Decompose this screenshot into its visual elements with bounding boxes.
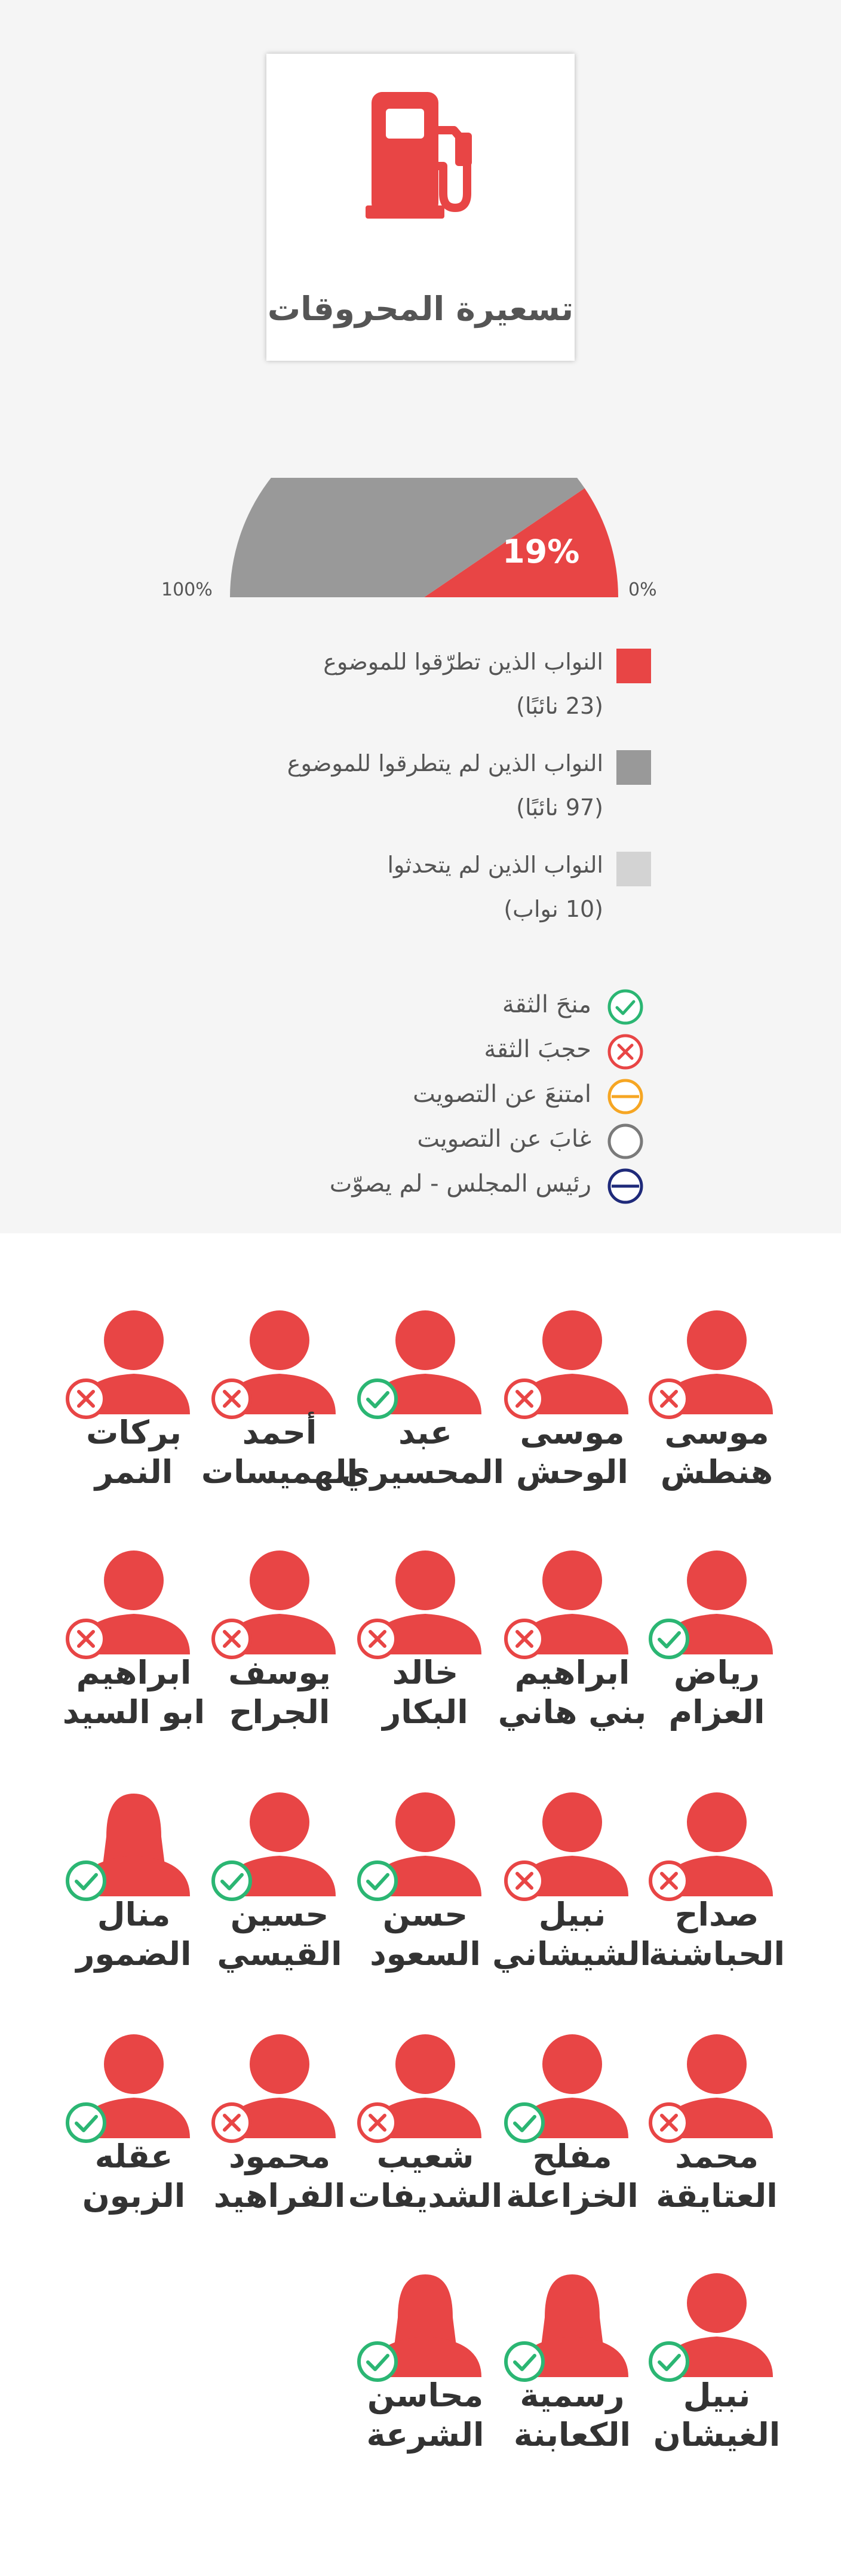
mp-last-name: المحسيري xyxy=(340,1453,504,1491)
mp-first-name: مفلح xyxy=(532,2138,612,2175)
mp-name xyxy=(346,1895,504,1974)
mp-card xyxy=(638,1547,796,1768)
mp-last-name: العزام xyxy=(668,1693,765,1731)
legend-label: النواب الذين تطرّقوا للموضوع xyxy=(323,649,603,675)
mp-card xyxy=(493,2031,651,2252)
mp-last-name: البكار xyxy=(382,1693,468,1731)
mp-card xyxy=(55,1789,213,2010)
legend-label: النواب الذين لم يتطرقوا للموضوع xyxy=(287,750,603,776)
mp-first-name: حسين xyxy=(230,1896,329,1933)
mp-last-name: الغيشان xyxy=(653,2416,781,2454)
legend-swatch xyxy=(616,750,651,785)
mp-name xyxy=(346,2137,504,2216)
minus-circle-icon xyxy=(607,1078,644,1115)
mp-name xyxy=(55,1413,213,1492)
mp-first-name: محمد xyxy=(675,2138,759,2175)
legend-count: (97 نائبًا) xyxy=(516,794,603,821)
mp-name xyxy=(55,1653,213,1732)
mp-last-name: ابو السيد xyxy=(62,1693,205,1731)
mp-name xyxy=(340,1413,504,1492)
mp-name xyxy=(638,1413,796,1492)
mp-card xyxy=(493,2270,651,2491)
vote-legend-label: غابَ عن التصويت xyxy=(417,1125,591,1153)
mp-name xyxy=(638,1653,796,1732)
legend-label: النواب الذين لم يتحدثوا xyxy=(387,852,603,878)
mp-card xyxy=(346,1789,504,2010)
mp-name xyxy=(346,2376,504,2455)
mp-last-name: الفراهيد xyxy=(213,2177,346,2215)
mp-name xyxy=(493,1413,651,1492)
mp-card xyxy=(346,1547,504,1768)
mp-first-name: منال xyxy=(97,1896,171,1933)
mp-card xyxy=(346,2031,504,2252)
mp-last-name: الجراح xyxy=(229,1693,330,1731)
mp-first-name: شعيب xyxy=(376,2138,474,2175)
vote-legend-label: رئيس المجلس - لم يصوّت xyxy=(329,1170,591,1198)
mp-last-name: بني هاني xyxy=(498,1693,647,1731)
mp-name xyxy=(201,2137,358,2216)
legend-swatch xyxy=(616,852,651,886)
mp-card xyxy=(201,2031,358,2252)
mp-name xyxy=(55,1895,213,1974)
vote-legend-label: منحَ الثقة xyxy=(502,991,591,1018)
mp-first-name: عبد xyxy=(398,1414,453,1451)
mp-first-name: رياض xyxy=(673,1654,760,1691)
mp-name xyxy=(201,1895,358,1974)
mp-last-name: الكعابنة xyxy=(513,2416,631,2454)
mp-name xyxy=(493,1653,651,1732)
mp-name xyxy=(55,2137,213,2216)
mp-first-name: يوسف xyxy=(228,1654,331,1691)
mp-card xyxy=(638,2031,796,2252)
legend-item xyxy=(179,848,651,938)
legend-count: (10 نواب) xyxy=(504,896,603,922)
mp-card xyxy=(201,1789,358,2010)
half-pie-chart xyxy=(221,478,627,609)
mp-first-name: أحمد xyxy=(242,1414,317,1451)
mp-last-name: الوحش xyxy=(516,1453,628,1491)
mp-last-name: الحباشنة xyxy=(649,1935,785,1973)
mp-name xyxy=(638,1895,796,1974)
pie-end-label: 100% xyxy=(161,579,213,600)
mp-first-name: نبيل xyxy=(538,1896,606,1933)
mp-last-name: الشيشاني xyxy=(492,1935,651,1973)
pie-data-label: 19% xyxy=(502,532,580,570)
mp-last-name: الشرعة xyxy=(366,2416,484,2454)
vote-legend-item xyxy=(226,988,644,1026)
vote-legend-item xyxy=(226,1078,644,1115)
mp-last-name: القيسي xyxy=(217,1935,342,1973)
pie-start-label: 0% xyxy=(628,579,657,600)
summary-panel xyxy=(0,0,841,1233)
x-circle-icon xyxy=(607,1033,644,1070)
mp-card xyxy=(55,1307,213,1528)
mp-first-name: محاسن xyxy=(367,2377,484,2414)
mp-card xyxy=(346,2270,504,2491)
mp-card xyxy=(55,2031,213,2252)
mp-first-name: ابراهيم xyxy=(514,1654,630,1691)
topic-card xyxy=(266,54,575,361)
fuel-pump-icon xyxy=(366,88,479,222)
vote-legend-item xyxy=(226,1033,644,1070)
mp-first-name: حسن xyxy=(382,1896,468,1933)
mp-last-name: الشديفات xyxy=(348,2177,503,2215)
mp-card xyxy=(493,1307,651,1528)
vote-legend-item xyxy=(226,1123,644,1160)
mp-last-name: الزبون xyxy=(82,2177,186,2215)
mp-card xyxy=(493,1789,651,2010)
empty-circle-icon xyxy=(607,1123,644,1160)
mp-last-name: هنطش xyxy=(660,1453,774,1491)
page-title: تسعيرة المحروقات xyxy=(267,290,574,328)
mp-card xyxy=(201,1307,358,1528)
mp-last-name: النمر xyxy=(94,1453,173,1491)
vote-legend-label: امتنعَ عن التصويت xyxy=(413,1080,591,1108)
mp-card xyxy=(638,1789,796,2010)
mp-first-name: رسمية xyxy=(520,2377,625,2414)
mp-first-name: خالد xyxy=(392,1654,459,1691)
mp-first-name: محمود xyxy=(228,2138,331,2175)
vote-legend-label: حجبَ الثقة xyxy=(484,1036,591,1063)
mp-name xyxy=(201,1413,358,1492)
mp-card xyxy=(55,1547,213,1768)
mp-name xyxy=(638,2137,796,2216)
mp-last-name: السعود xyxy=(370,1935,481,1973)
mp-name xyxy=(638,2376,796,2455)
legend-swatch xyxy=(616,649,651,683)
check-circle-icon xyxy=(607,988,644,1026)
mp-first-name: موسى xyxy=(664,1414,769,1451)
mp-last-name: الضمور xyxy=(76,1935,192,1973)
legend-item xyxy=(179,645,651,735)
mp-first-name: بركات xyxy=(86,1414,182,1451)
mp-first-name: موسى xyxy=(520,1414,625,1451)
minus-circle-icon xyxy=(607,1168,644,1205)
mp-first-name: نبيل xyxy=(683,2377,751,2414)
mp-name xyxy=(201,1653,358,1732)
mp-card xyxy=(638,2270,796,2491)
legend-count: (23 نائبًا) xyxy=(516,693,603,719)
mp-first-name: عقله xyxy=(94,2138,173,2175)
mp-last-name: الهميسات xyxy=(201,1453,358,1491)
mp-last-name: العتايقة xyxy=(656,2177,778,2215)
mp-card xyxy=(493,1547,651,1768)
mp-card xyxy=(340,1307,504,1528)
mp-first-name: ابراهيم xyxy=(76,1654,192,1691)
legend-item xyxy=(179,747,651,836)
vote-legend-item xyxy=(226,1168,644,1205)
mp-name xyxy=(493,2137,651,2216)
mp-name xyxy=(493,2376,651,2455)
mp-card xyxy=(638,1307,796,1528)
mp-last-name: الخزاعلة xyxy=(506,2177,639,2215)
mp-first-name: صداح xyxy=(674,1896,759,1933)
mp-card xyxy=(201,1547,358,1768)
mp-name xyxy=(346,1653,504,1732)
mp-name xyxy=(493,1895,651,1974)
